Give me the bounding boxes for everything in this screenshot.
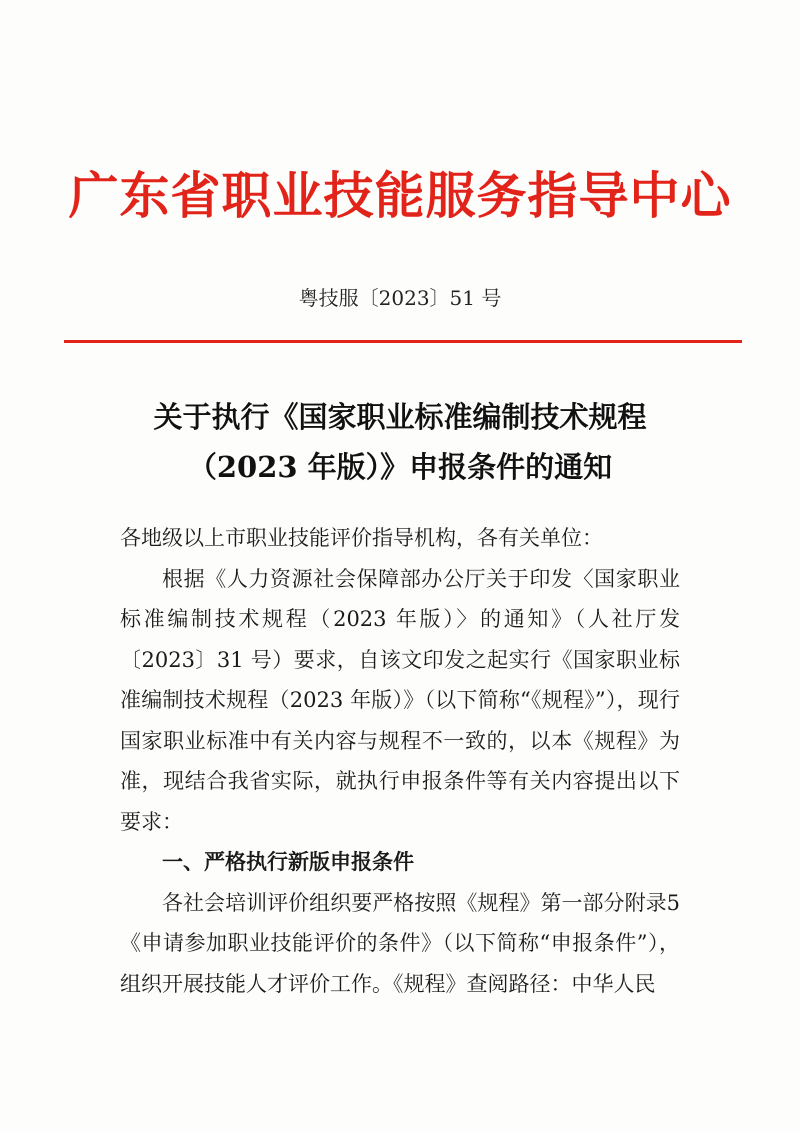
body-paragraph-1: 根据《人力资源社会保障部办公厅关于印发〈国家职业标准编制技术规程（2023 年版）〉的通知》（人社厅发〔2023〕31 号）要求，自该文印发之起实行《国家职业标准编制技术规程（2023 年版）》（以下简称“《规程》”），现行国家职业标准中有关内容与规程不一致的，以本《规程》为准，现结合我省实际，就执行申报条件等有关内容提出以下要求： (120, 566, 680, 834)
org-name-header: 广东省职业技能服务指导中心 (68, 166, 732, 225)
notice-body (120, 518, 680, 1004)
salutation: 各地级以上市职业技能评价指导机构，各有关单位： (120, 526, 603, 550)
red-divider-line (64, 340, 742, 343)
notice-title-line-1: 关于执行《国家职业标准编制技术规程 (153, 400, 647, 434)
notice-title-line-2: （2023 年版）》申报条件的通知 (187, 450, 613, 484)
body-paragraph-2: 各社会培训评价组织要严格按照《规程》第一部分附录5《申请参加职业技能评价的条件》（以下简称“申报条件”），组织开展技能人才评价工作。《规程》查阅路径：中华人民 (120, 890, 680, 996)
document-number: 粤技服〔2023〕51 号 (298, 286, 502, 310)
section-heading-1: 一、严格执行新版申报条件 (162, 849, 414, 874)
notice-title (0, 392, 800, 492)
